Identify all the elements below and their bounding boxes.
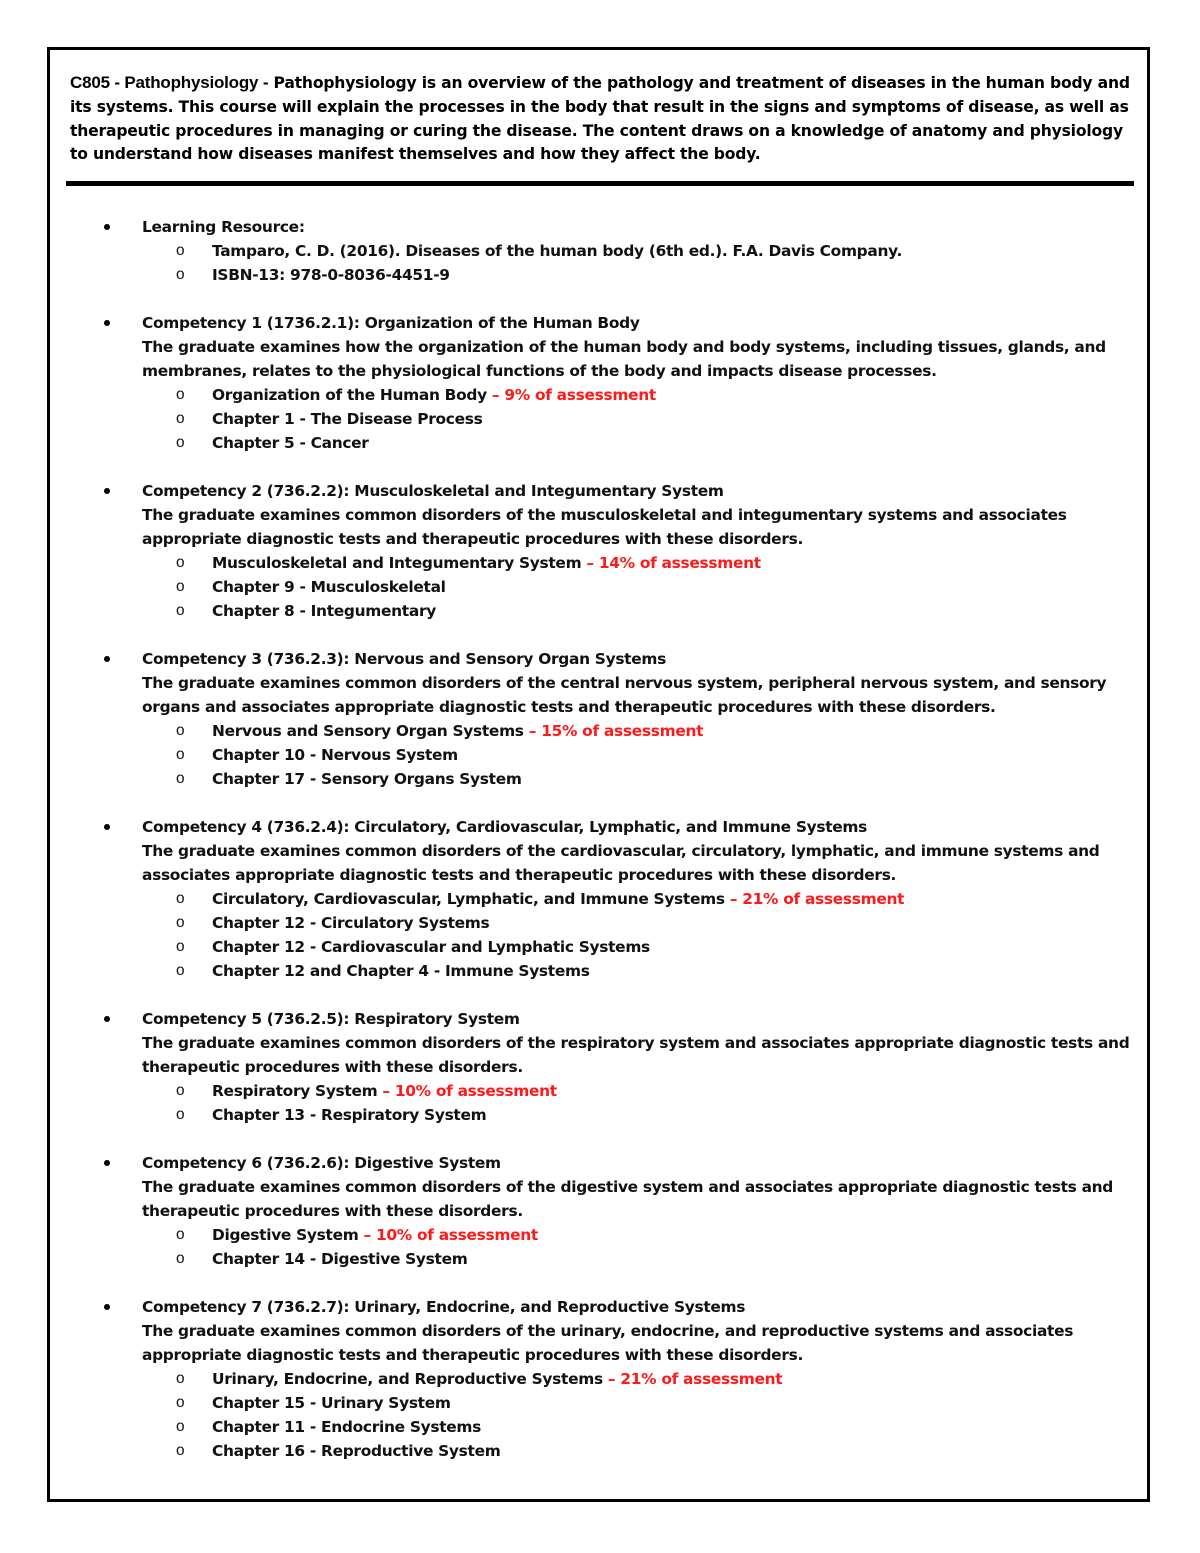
circle-bullet-icon: o: [176, 1370, 185, 1387]
competency-heading: Competency 1 (1736.2.1): Organization of the Human Body: [142, 314, 640, 332]
circle-bullet-icon: o: [176, 434, 185, 451]
circle-bullet-icon: o: [176, 1082, 185, 1099]
circle-bullet-icon: o: [176, 602, 185, 619]
competency-items: [142, 719, 1132, 791]
competency-heading: Competency 5 (736.2.5): Respiratory System: [142, 1010, 520, 1028]
area-name: Musculoskeletal and Integumentary System: [212, 554, 582, 572]
competency-heading: Competency 6 (736.2.6): Digestive System: [142, 1154, 501, 1172]
course-description: Pathophysiology is an overview of the pathology and treatment of diseases in the human body and its systems. This course will explain the processes in the body that result in the signs and symptoms of disease, as well as therapeutic procedures in managing or curing the disease. The content draws on a knowledge of anatomy and physiology to understand how diseases manifest themselves and how they affect the body.: [70, 74, 1130, 164]
competency-section: [70, 1151, 1132, 1271]
bullet-icon: [104, 488, 110, 494]
assessment-area: [142, 1079, 1132, 1103]
chapter-item: [142, 959, 1132, 983]
chapter-item: [142, 743, 1132, 767]
chapter-item: [142, 911, 1132, 935]
chapter-item: [142, 1247, 1132, 1271]
assessment-area: [142, 1223, 1132, 1247]
competency-heading: Competency 4 (736.2.4): Circulatory, Cardiovascular, Lymphatic, and Immune Systems: [142, 818, 868, 836]
assessment-area: [142, 551, 1132, 575]
circle-bullet-icon: o: [176, 1106, 185, 1123]
circle-bullet-icon: o: [176, 1394, 185, 1411]
competency-section: [70, 1295, 1132, 1463]
chapter-label: Chapter 5 - Cancer: [212, 434, 369, 452]
resource-item: o ISBN-13: 978-0-8036-4451-9: [142, 263, 1132, 287]
competency-items: [142, 887, 1132, 983]
assessment-weight: – 21% of assessment: [729, 890, 905, 908]
bullet-icon: [104, 824, 110, 830]
bullet-icon: [104, 1016, 110, 1022]
chapter-item: [142, 1391, 1132, 1415]
area-name: Respiratory System: [212, 1082, 378, 1100]
area-name: Organization of the Human Body: [212, 386, 487, 404]
circle-bullet-icon: o: [176, 722, 185, 739]
competency-items: [142, 1079, 1132, 1127]
chapter-item: [142, 599, 1132, 623]
competency-section: [70, 1007, 1132, 1127]
assessment-area: [142, 1367, 1132, 1391]
circle-bullet-icon: o: [176, 242, 185, 259]
assessment-area: [142, 383, 1132, 407]
resource-list: [142, 239, 1132, 287]
bullet-icon: [104, 1160, 110, 1166]
competency-items: [142, 1367, 1132, 1463]
area-name: Urinary, Endocrine, and Reproductive Systems: [212, 1370, 603, 1388]
learning-resource-section: [70, 215, 1132, 287]
assessment-weight: – 15% of assessment: [528, 722, 704, 740]
course-intro: [70, 71, 1132, 167]
chapter-label: Chapter 1 - The Disease Process: [212, 410, 483, 428]
assessment-weight: – 21% of assessment: [607, 1370, 783, 1388]
learning-resource-label: Learning Resource:: [142, 218, 305, 236]
circle-bullet-icon: o: [176, 1442, 185, 1459]
chapter-item: [142, 407, 1132, 431]
chapter-item: [142, 935, 1132, 959]
chapter-label: Chapter 17 - Sensory Organs System: [212, 770, 522, 788]
area-name: Digestive System: [212, 1226, 359, 1244]
course-outline: [70, 215, 1132, 1487]
chapter-label: Chapter 15 - Urinary System: [212, 1394, 451, 1412]
chapter-item: [142, 1439, 1132, 1463]
competency-description: The graduate examines common disorders of the cardiovascular, circulatory, lymphatic, and immune systems and associates appropriate diagnostic tests and therapeutic procedures with these disorders.: [142, 842, 1100, 884]
competency-items: [142, 551, 1132, 623]
chapter-label: Chapter 10 - Nervous System: [212, 746, 458, 764]
competency-heading: Competency 2 (736.2.2): Musculoskeletal and Integumentary System: [142, 482, 724, 500]
competency-description: The graduate examines common disorders of the respiratory system and associates appropriate diagnostic tests and therapeutic procedures with these disorders.: [142, 1034, 1130, 1076]
chapter-label: Chapter 12 and Chapter 4 - Immune Systems: [212, 962, 590, 980]
circle-bullet-icon: o: [176, 1250, 185, 1267]
competency-list: [70, 311, 1132, 1463]
circle-bullet-icon: o: [176, 1418, 185, 1435]
chapter-label: Chapter 8 - Integumentary: [212, 602, 436, 620]
area-name: Circulatory, Cardiovascular, Lymphatic, and Immune Systems: [212, 890, 725, 908]
assessment-weight: – 10% of assessment: [363, 1226, 538, 1244]
competency-description: The graduate examines common disorders of the central nervous system, peripheral nervous system, and sensory organs and associates appropriate diagnostic tests and therapeutic procedures with these disorders.: [142, 674, 1107, 716]
competency-heading: Competency 7 (736.2.7): Urinary, Endocrine, and Reproductive Systems: [142, 1298, 746, 1316]
competency-description: The graduate examines common disorders of the urinary, endocrine, and reproductive systems and associates appropriate diagnostic tests and therapeutic procedures with these disorders.: [142, 1322, 1074, 1364]
competency-section: [70, 815, 1132, 983]
assessment-weight: – 9% of assessment: [491, 386, 656, 404]
course-code-title: C805 - Pathophysiology -: [70, 73, 269, 92]
circle-bullet-icon: o: [176, 962, 185, 979]
assessment-area: [142, 719, 1132, 743]
circle-bullet-icon: o: [176, 890, 185, 907]
competency-heading: Competency 3 (736.2.3): Nervous and Sensory Organ Systems: [142, 650, 666, 668]
chapter-label: Chapter 14 - Digestive System: [212, 1250, 468, 1268]
competency-section: [70, 479, 1132, 623]
bullet-icon: [104, 1304, 110, 1310]
bullet-icon: [104, 224, 110, 230]
bullet-icon: [104, 656, 110, 662]
area-name: Nervous and Sensory Organ Systems: [212, 722, 524, 740]
circle-bullet-icon: o: [176, 770, 185, 787]
chapter-label: Chapter 12 - Circulatory Systems: [212, 914, 490, 932]
resource-item: o Tamparo, C. D. (2016). Diseases of the human body (6th ed.). F.A. Davis Company.: [142, 239, 1132, 263]
circle-bullet-icon: o: [176, 410, 185, 427]
chapter-label: Chapter 16 - Reproductive System: [212, 1442, 501, 1460]
divider-rule: [66, 181, 1134, 186]
competency-description: The graduate examines common disorders of the digestive system and associates appropriate diagnostic tests and therapeutic procedures with these disorders.: [142, 1178, 1114, 1220]
bullet-icon: [104, 320, 110, 326]
circle-bullet-icon: o: [176, 746, 185, 763]
competency-items: [142, 1223, 1132, 1271]
chapter-label: Chapter 11 - Endocrine Systems: [212, 1418, 481, 1436]
circle-bullet-icon: o: [176, 938, 185, 955]
competency-section: [70, 647, 1132, 791]
assessment-area: [142, 887, 1132, 911]
competency-items: [142, 383, 1132, 455]
chapter-item: [142, 1103, 1132, 1127]
competency-description: The graduate examines common disorders of the musculoskeletal and integumentary systems and associates appropriate diagnostic tests and therapeutic procedures with these disorders.: [142, 506, 1067, 548]
circle-bullet-icon: o: [176, 1226, 185, 1243]
competency-description: The graduate examines how the organization of the human body and body systems, including tissues, glands, and membranes, relates to the physiological functions of the body and impacts disease processes.: [142, 338, 1106, 380]
chapter-item: [142, 1415, 1132, 1439]
chapter-label: Chapter 12 - Cardiovascular and Lymphatic Systems: [212, 938, 650, 956]
chapter-item: [142, 767, 1132, 791]
chapter-label: Chapter 9 - Musculoskeletal: [212, 578, 446, 596]
circle-bullet-icon: o: [176, 554, 185, 571]
chapter-label: Chapter 13 - Respiratory System: [212, 1106, 487, 1124]
assessment-weight: – 14% of assessment: [586, 554, 761, 572]
circle-bullet-icon: o: [176, 266, 185, 283]
circle-bullet-icon: o: [176, 386, 185, 403]
circle-bullet-icon: o: [176, 914, 185, 931]
chapter-item: [142, 575, 1132, 599]
chapter-item: [142, 431, 1132, 455]
competency-section: [70, 311, 1132, 455]
circle-bullet-icon: o: [176, 578, 185, 595]
assessment-weight: – 10% of assessment: [382, 1082, 557, 1100]
